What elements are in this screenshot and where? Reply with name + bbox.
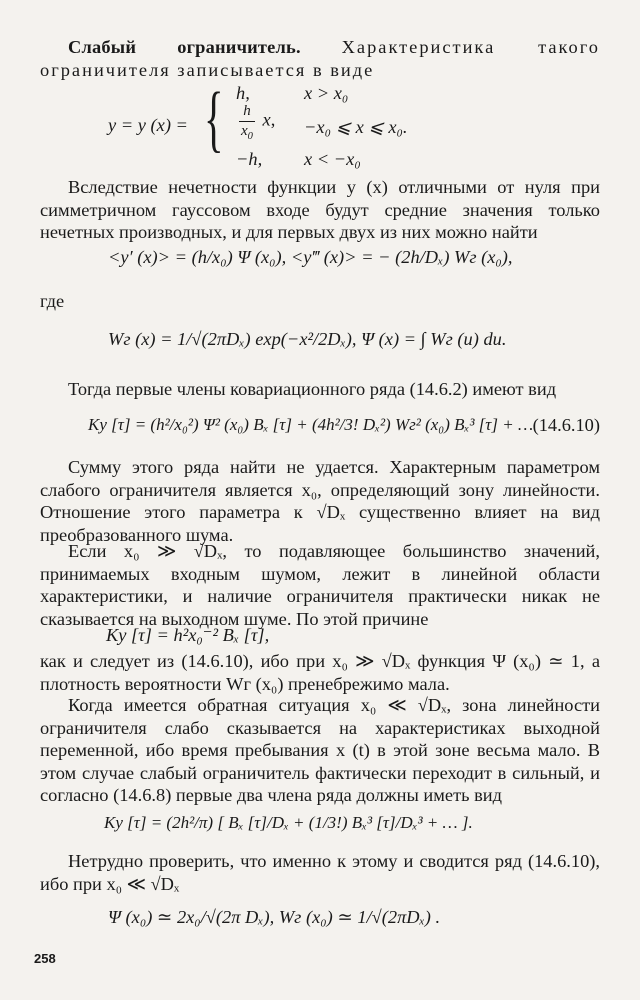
equation-definitions: Wг (x) = 1/√(2πDₓ) exp(−x²/2Dₓ), Ψ (x) = ∫ Wг (u) du. [108, 329, 507, 349]
paragraph-symmetry: Вследствие нечетности функции y (x) отличными от нуля при симметричном гауссовом входе будут средние значения только нечетных производных, и для первых двух из них можно найти [40, 177, 600, 243]
intro-text: Характеристика такого ограничителя записывается в виде [40, 37, 600, 80]
equation-ky-linear: Ky [τ] = h²x₀⁻² Bₓ [τ], [106, 625, 270, 645]
paragraph-where: где [40, 291, 65, 311]
equation-final: Ψ (x₀) ≃ 2x₀/√(2π Dₓ), Wг (x₀) ≃ 1/√(2πDₓ) . [108, 907, 441, 927]
paragraph-linear-consequence: как и следует из (14.6.10), ибо при x₀ ≫ √Dₓ функция Ψ (x₀) ≃ 1, а плотность вероятности Wг (x₀) пренебрежимо мала. [40, 651, 600, 694]
case-1: h, [236, 83, 250, 103]
brace-symbol: { [204, 78, 224, 160]
case-3: −h, [236, 149, 263, 169]
equation-ky-series: Ky [τ] = (h²/x₀²) Ψ² (x₀) Bₓ [τ] + (4h²/3! Dₓ²) Wг² (x₀) Bₓ³ [τ] + … [88, 415, 534, 434]
paragraph-verification: Нетрудно проверить, что именно к этому и сводится ряд (14.6.10), ибо при x₀ ≪ √Dₓ [40, 851, 600, 894]
paragraph-intro [40, 36, 600, 81]
equation-label-14-6-10: (14.6.10) [532, 415, 600, 435]
page-number: 258 [34, 951, 56, 966]
paragraph-series-intro: Тогда первые члены ковариационного ряда (14.6.2) имеют вид [68, 379, 557, 399]
paragraph-linear-case: Если x₀ ≫ √Dₓ, то подавляющее большинство значений, принимаемых входным шумом, лежит в линейной области характеристики, и наличие ограничителя практически никак не сказывается на выходном шуме. По этой причине [40, 541, 600, 629]
case-2: $\frac{h}{x_0}$ x, [241, 103, 276, 142]
equation-means: <y′ (x)> = (h/x₀) Ψ (x₀), <y‴ (x)> = − (2h/Dₓ) Wг (x₀), [108, 247, 513, 267]
case-1-condition: x > x₀ [304, 83, 349, 103]
case-2-condition: −x₀ ⩽ x ⩽ x₀. [304, 117, 408, 137]
paragraph-parameter: Сумму этого ряда найти не удается. Характерным параметром слабого ограничителя является x₀, определяющий зону линейности. Отношение этого параметра к √Dₓ существенно влияет на вид преобразованного шума. [40, 457, 600, 545]
piecewise-lhs: y = y (x) = [108, 115, 188, 135]
case-3-condition: x < −x₀ [304, 149, 361, 169]
section-heading: Слабый ограничитель. [68, 37, 301, 57]
equation-ky-strong: Ky [τ] = (2h²/π) [ Bₓ [τ]/Dₓ + (1/3!) Bₓ³ [τ]/Dₓ³ + … ]. [104, 813, 473, 832]
paragraph-strong-case: Когда имеется обратная ситуация x₀ ≪ √Dₓ, зона линейности ограничителя слабо сказывается на характеристиках выходной переменной, ибо время пребывания x (t) в этой зоне весьма мало. В этом случае слабый ограничитель фактически переходит в сильный, и согласно (14.6.8) первые два члена ряда должны иметь вид [40, 695, 600, 806]
